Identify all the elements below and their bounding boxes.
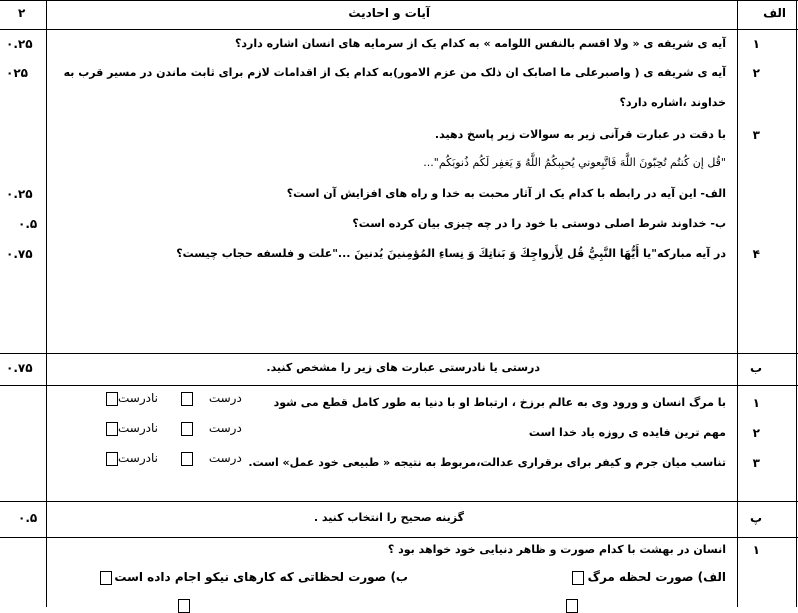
question-score: ۰.۲۵ [6, 187, 33, 201]
rule-section-c-top [0, 501, 798, 502]
item-number: ۳ [752, 456, 760, 470]
question-intro: با دقت در عبارت قرآنی زیر به سوالات زیر پاسخ دهید. [434, 128, 726, 141]
question-text: در آیه مبارکه"یا أَيُّهَا النَّبِيُّ قُل لِأَزواجِكَ وَ بَناتِكَ وَ نِساءِ المُؤمِنينَ يُدنينَ ..."علت و فلسفه حجاب چیست؟ [176, 247, 726, 260]
rule-section-b-top [0, 353, 798, 354]
item-number: ۱ [752, 396, 760, 410]
false-checkbox[interactable] [106, 422, 118, 436]
true-checkbox[interactable] [181, 452, 193, 466]
question-text-line1: آیه ی شریفه ی ( واصبرعلی ما اصابک ان ذلک من عزم الامور)به کدام یک از اقدامات لازم برای ثابت ماندن در مسیر قرب به [63, 66, 726, 79]
question-score: ۰۲۵ [6, 66, 28, 80]
true-label: درست [208, 451, 242, 465]
true-option[interactable] [181, 451, 242, 466]
true-checkbox[interactable] [181, 392, 193, 406]
section-title: درستی یا نادرستی عبارت های زیر را مشخص کنید. [266, 361, 540, 374]
false-checkbox[interactable] [106, 452, 118, 466]
option-a-checkbox[interactable] [572, 571, 584, 585]
header-section-letter: الف [763, 6, 786, 20]
question-number: ۱ [752, 37, 760, 51]
question-number: ۱ [752, 543, 760, 557]
header-title: آیات و احادیث [348, 6, 430, 20]
section-letter: پ [749, 511, 762, 525]
false-label: نادرست [118, 421, 158, 435]
rule-right-edge [796, 0, 797, 607]
rule-top [0, 0, 798, 1]
option-checkbox-partial[interactable] [178, 599, 190, 613]
false-label: نادرست [118, 391, 158, 405]
question-score: ۰.۷۵ [6, 247, 33, 261]
option-b[interactable] [100, 570, 408, 585]
false-checkbox[interactable] [106, 392, 118, 406]
question-number: ۲ [752, 66, 760, 80]
item-text: با مرگ انسان و ورود وی به عالم برزخ ، ارتباط او با دنیا به طور کامل قطع می شود [273, 396, 726, 409]
rule-section-c-head [0, 537, 798, 538]
question-part-a: الف- این آیه در رابطه با کدام یک از آثار محبت به خدا و راه های افزایش آن است؟ [286, 187, 726, 200]
question-score: ۰.۵ [18, 217, 38, 231]
section-score: ۰.۵ [18, 511, 38, 525]
item-number: ۲ [752, 426, 760, 440]
rule-left-col [46, 0, 47, 607]
true-option[interactable] [181, 391, 242, 406]
false-label: نادرست [118, 451, 158, 465]
question-number: ۳ [752, 128, 760, 142]
rule-section-b-head [0, 385, 798, 386]
true-label: درست [208, 421, 242, 435]
true-option[interactable] [181, 421, 242, 436]
item-text: مهم ترین فایده ی روزه یاد خدا است [528, 426, 726, 439]
question-text: انسان در بهشت با کدام صورت و ظاهر دنیایی خود خواهد بود ؟ [387, 543, 726, 556]
section-title: گزینه صحیح را انتخاب کنید . [313, 511, 464, 524]
option-a-label: الف) صورت لحظه مرگ [587, 570, 726, 584]
false-option[interactable] [106, 421, 158, 436]
question-score: ۰.۲۵ [6, 37, 33, 51]
quran-verse: "قُل إن كُنتُم تُحِبّونَ اللَّهَ فَاتَّبِعوني يُحبِبكُمُ اللَّهُ وَ يَغفِر لَكُم ذُنوبَكُم"... [423, 156, 726, 169]
option-b-checkbox[interactable] [100, 571, 112, 585]
option-checkbox-partial[interactable] [566, 599, 578, 613]
question-text: آیه ی شریفه ی « ولا اقسم بالنفس اللوامه » به کدام یک از سرمایه های انسان اشاره دارد؟ [234, 37, 726, 50]
rule-header [0, 29, 798, 30]
rule-right-col [737, 0, 738, 607]
section-score: ۰.۷۵ [6, 361, 33, 375]
true-checkbox[interactable] [181, 422, 193, 436]
question-text-line2: خداوند ،اشاره دارد؟ [619, 96, 726, 109]
question-number: ۴ [752, 247, 760, 261]
section-letter: ب [749, 361, 762, 375]
option-a[interactable] [572, 570, 726, 585]
option-b-label: ب) صورت لحظاتی که کارهای نیکو اجام داده است [114, 570, 408, 584]
header-score: ۲ [18, 6, 26, 20]
item-text: تناسب میان جرم و کیفر برای برقراری عدالت،مربوط به نتیجه « طبیعی خود عمل» است. [248, 456, 726, 469]
true-label: درست [208, 391, 242, 405]
question-part-b: ب- خداوند شرط اصلی دوستی با خود را در چه چیزی بیان کرده است؟ [352, 217, 726, 230]
false-option[interactable] [106, 451, 158, 466]
false-option[interactable] [106, 391, 158, 406]
